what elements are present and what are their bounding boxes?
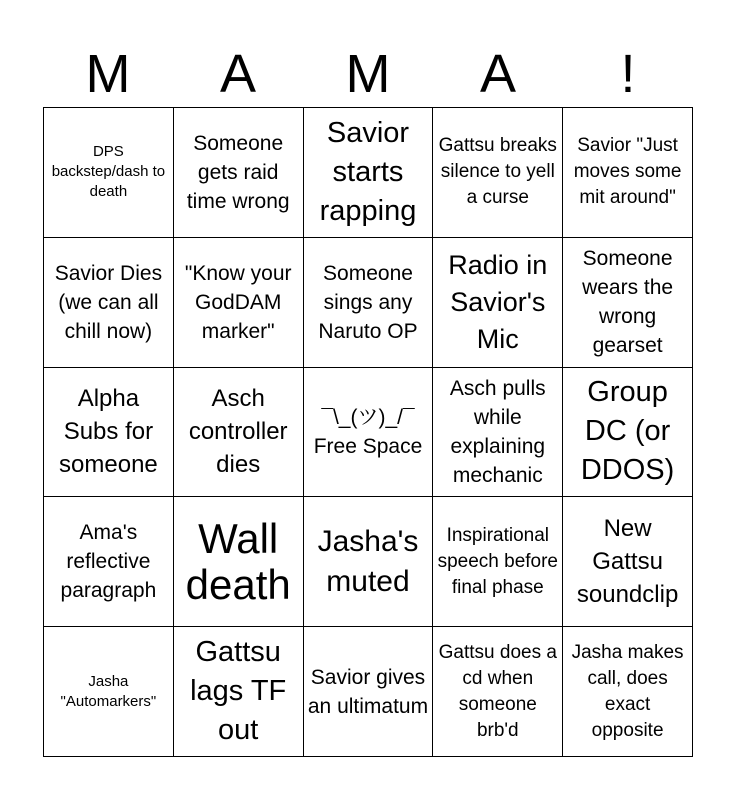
free-space-cell[interactable] (304, 368, 434, 498)
bingo-cell-text: Savior starts rapping (319, 116, 417, 227)
bingo-cell[interactable] (174, 627, 304, 757)
bingo-cell[interactable] (304, 497, 434, 627)
bingo-cell-text: Gattsu lags TF out (190, 636, 287, 747)
bingo-cell[interactable] (304, 238, 434, 368)
title-letter: M (85, 44, 131, 104)
bingo-cell-text: Savior "Just moves some mit around" (573, 135, 682, 209)
bingo-cell-text: Someone sings any Naruto OP (318, 261, 418, 343)
bingo-cell-text: Jasha "Automarkers" (60, 672, 157, 710)
bingo-cell-text: Group DC (or DDOS) (580, 376, 675, 487)
bingo-cell-text: Someone gets raid time wrong (186, 131, 290, 213)
bingo-cell-text: Jasha makes call, does exact opposite (571, 641, 684, 741)
bingo-cell-text: Alpha Subs for someone (59, 385, 158, 479)
bingo-cell[interactable] (174, 368, 304, 498)
bingo-cell[interactable] (304, 627, 434, 757)
bingo-cell[interactable] (44, 497, 174, 627)
title-letter: ! (620, 44, 636, 104)
bingo-cell-text: "Know your GodDAM marker" (184, 261, 292, 343)
bingo-cell[interactable] (433, 108, 563, 238)
bingo-cell[interactable] (433, 368, 563, 498)
bingo-cell-text: Gattsu does a cd when someone brb'd (438, 641, 557, 741)
title-letter: A (219, 44, 257, 104)
bingo-cell-text: Savior Dies (we can all chill now) (54, 261, 163, 343)
bingo-cell[interactable] (44, 238, 174, 368)
bingo-cell[interactable] (433, 238, 563, 368)
title-letter: A (479, 44, 517, 104)
bingo-cell[interactable] (563, 368, 693, 498)
bingo-cell-text: DPS backstep/dash to death (51, 143, 166, 201)
bingo-cell[interactable] (44, 108, 174, 238)
bingo-cell-text: Savior gives an ultimatum (307, 665, 429, 718)
bingo-cell-text: Radio in Savior's Mic (448, 249, 548, 354)
bingo-cell[interactable] (563, 497, 693, 627)
bingo-cell[interactable] (563, 238, 693, 368)
bingo-board (43, 107, 693, 757)
bingo-cell-text: Asch controller dies (188, 385, 288, 479)
bingo-cell[interactable] (433, 497, 563, 627)
bingo-cell-text: New Gattsu soundclip (576, 515, 679, 609)
bingo-cell[interactable] (44, 368, 174, 498)
bingo-cell-text: Ama's reflective paragraph (60, 521, 157, 603)
bingo-cell[interactable] (174, 238, 304, 368)
bingo-cell-text: Someone wears the wrong gearset (582, 247, 674, 358)
bingo-cell-text: Asch pulls while explaining mechanic (449, 376, 546, 487)
bingo-cell[interactable] (44, 627, 174, 757)
bingo-cell[interactable] (563, 108, 693, 238)
bingo-cell[interactable] (433, 627, 563, 757)
bingo-cell[interactable] (174, 497, 304, 627)
bingo-cell-text: Gattsu breaks silence to yell a curse (438, 135, 557, 209)
bingo-cell[interactable] (174, 108, 304, 238)
bingo-cell-text: ¯\_(ツ)_/¯ Free Space (313, 405, 423, 458)
bingo-cell-text: Jasha's muted (317, 524, 419, 598)
bingo-cell-text: Inspirational speech before final phase (437, 524, 558, 598)
bingo-cell[interactable] (563, 627, 693, 757)
bingo-cell-text: Wall death (185, 514, 291, 608)
bingo-cell[interactable] (304, 108, 434, 238)
bingo-title (43, 44, 693, 104)
title-letter: M (345, 44, 391, 104)
